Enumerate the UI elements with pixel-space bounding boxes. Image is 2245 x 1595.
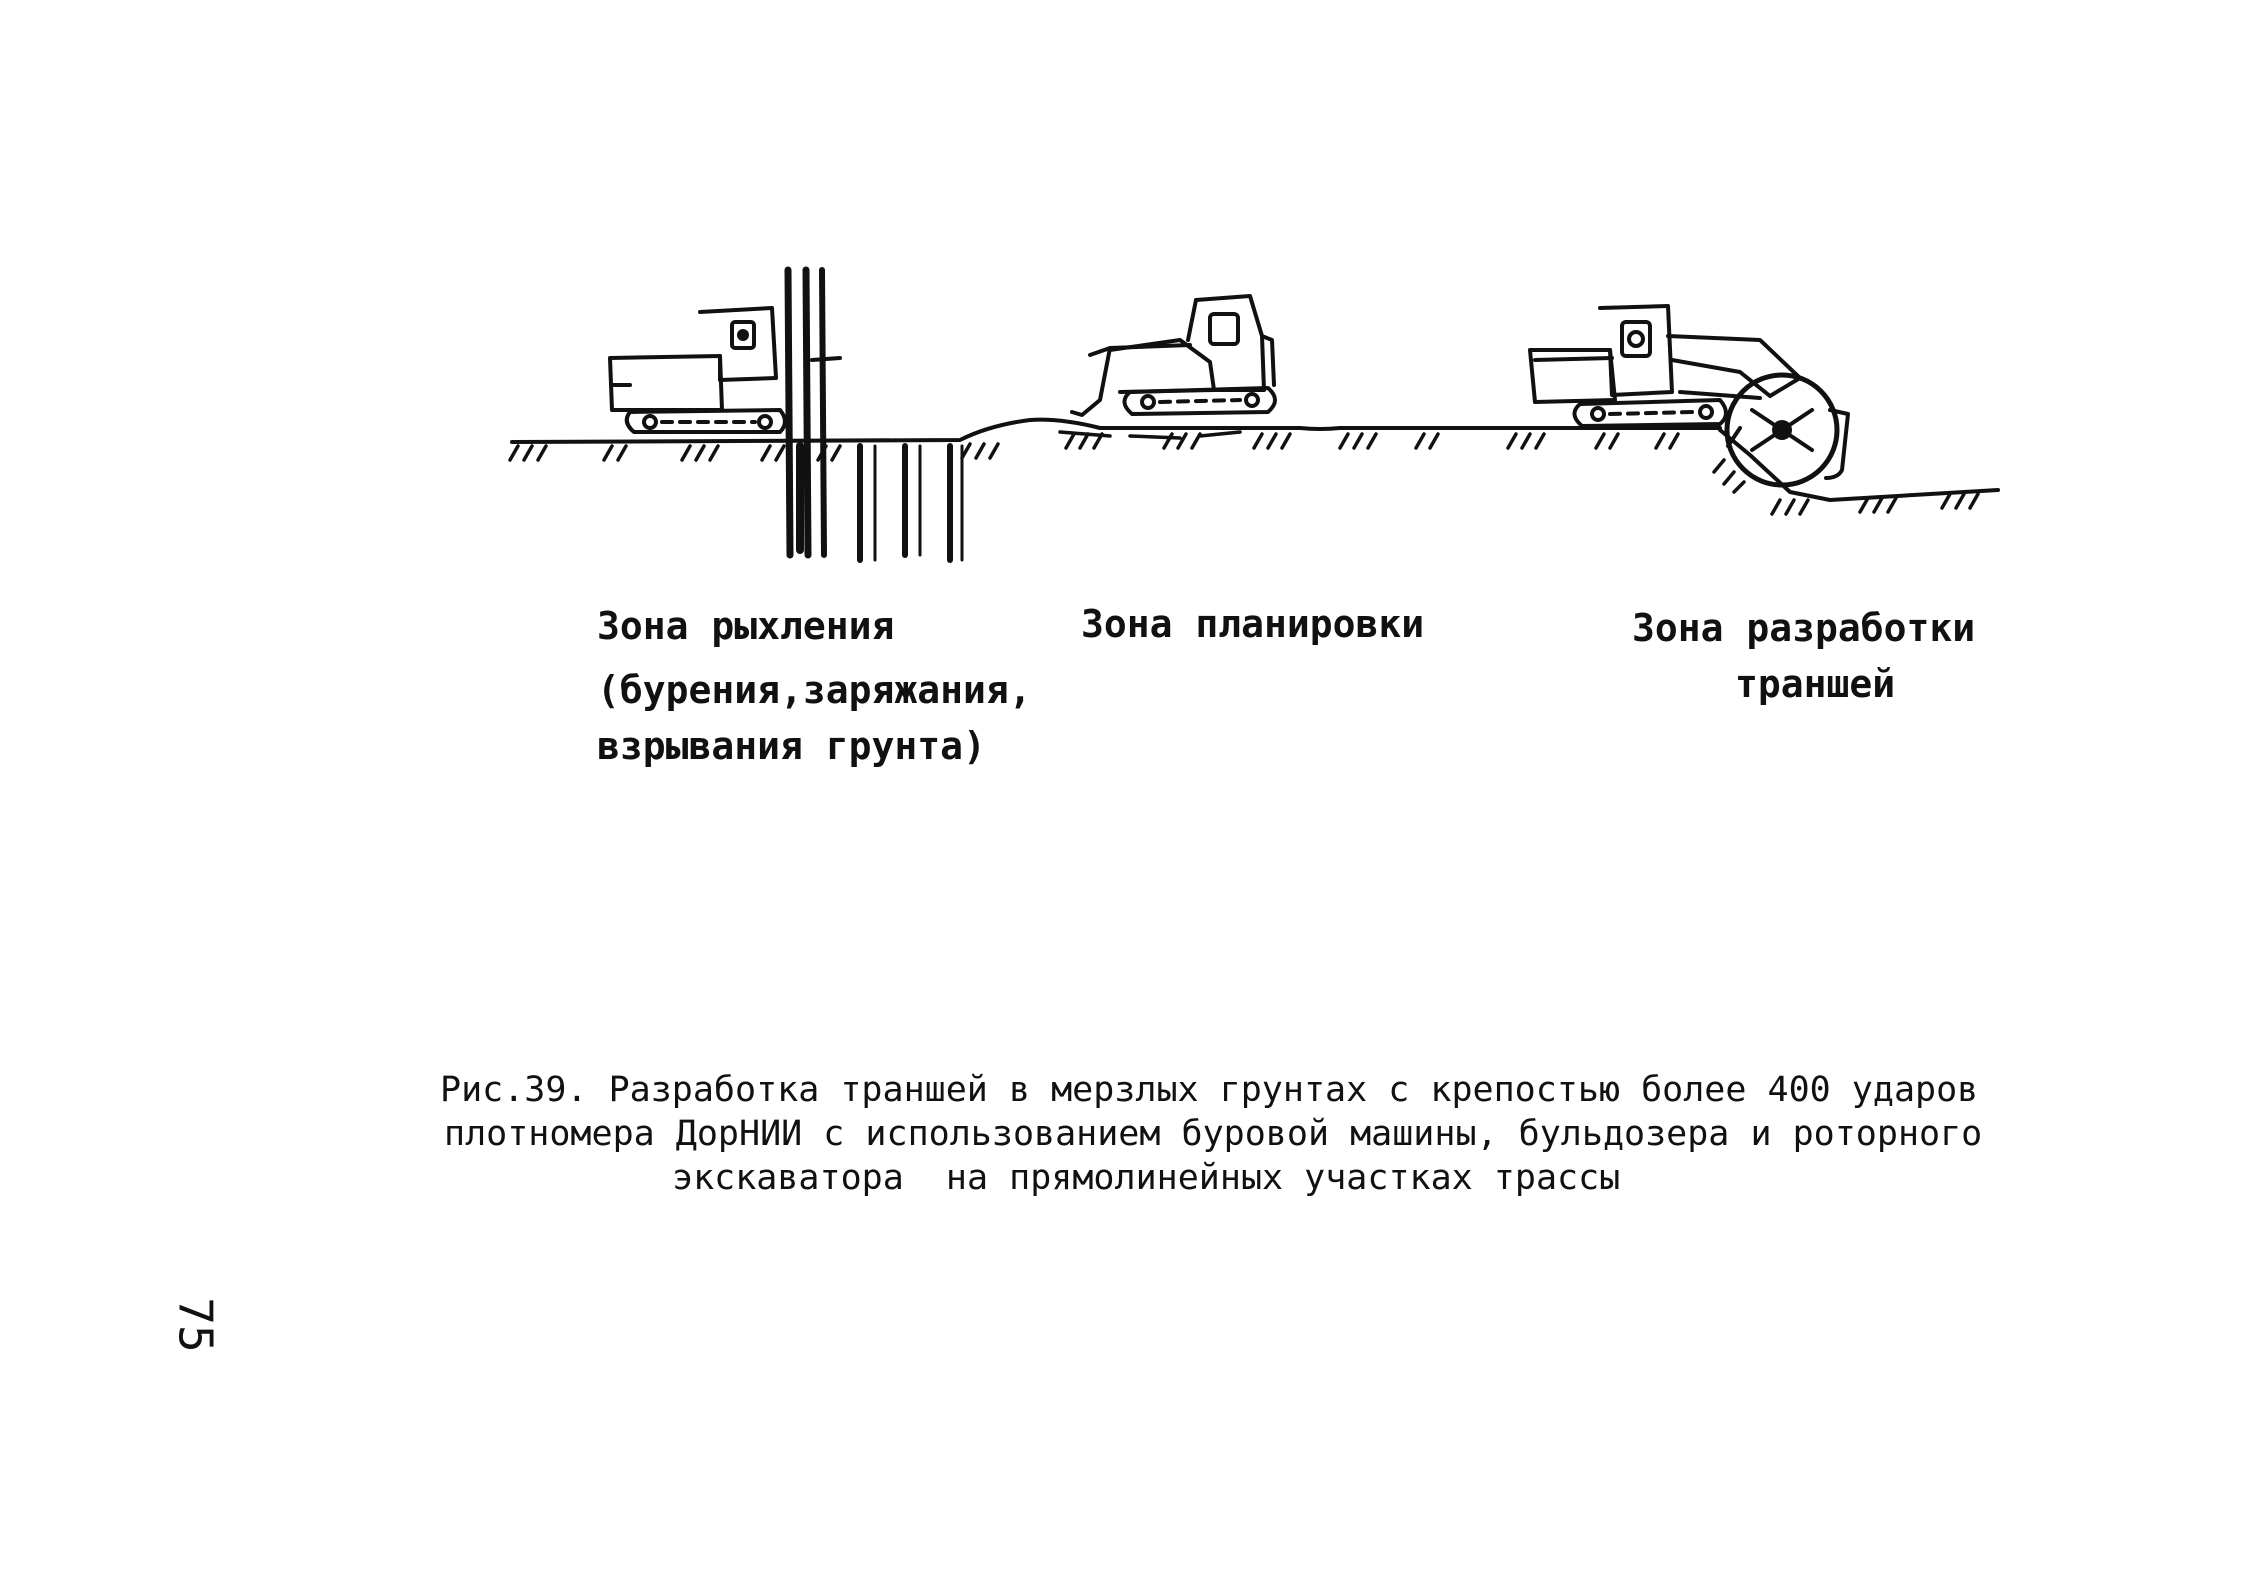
rotary-excavator-icon [1530,306,1848,485]
zone-grading-title: Зона планировки [1081,602,1425,646]
caption-line-2: плотномера ДорНИИ с использованием буровой машины, бульдозера и роторного [444,1114,1983,1154]
drilling-machine-icon [610,270,962,560]
zone-trenching-title: Зона разработки траншей [1632,606,1976,706]
caption-line-3: экскаватора на прямолинейных участках трассы [672,1158,1621,1198]
caption-line-1: Рис.39. Разработка траншей в мерзлых грунтах с крепостью более 400 ударов [440,1070,1979,1110]
zone-loosening-title: Зона рыхления [597,604,895,648]
bulldozer-icon [1072,296,1275,415]
page-number: 75 [168,1297,223,1353]
figure-caption [440,1068,2000,1200]
zone-loosening-note: (бурения,заряжания, взрывания грунта) [597,668,1032,768]
